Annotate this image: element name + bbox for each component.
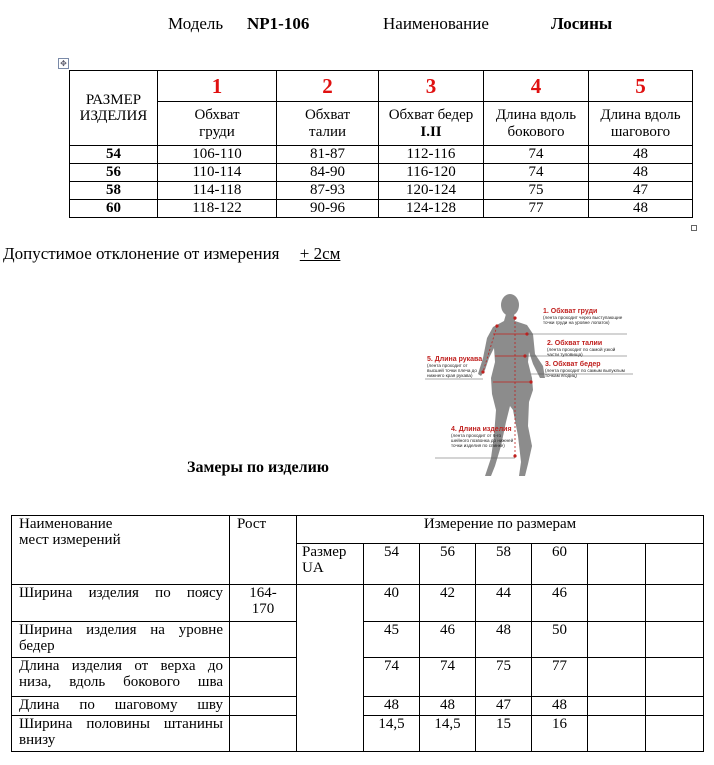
column-number-2: 2 <box>277 71 379 102</box>
value-cell: 14,5 <box>420 716 476 752</box>
column-label-line2: талии <box>308 123 347 140</box>
annotation-note: точкам ягодиц) <box>545 373 577 378</box>
size-row-header <box>70 71 158 146</box>
value-cell: 81-87 <box>277 146 379 164</box>
empty-cell <box>646 658 704 697</box>
column-label-line1: Длина вдоль <box>600 106 681 123</box>
value-cell: 110-114 <box>158 164 277 182</box>
tolerance-value: + 2см <box>299 244 341 263</box>
table-row <box>70 146 693 164</box>
value-cell: 74 <box>484 146 589 164</box>
size-header-cell: 58 <box>476 544 532 585</box>
value-cell: 112-116 <box>379 146 484 164</box>
empty-cell <box>588 697 646 716</box>
value-cell: 77 <box>484 200 589 218</box>
annotation-note: (лента проходит по самой узкой <box>547 347 616 352</box>
name-value: Лосины <box>551 14 613 33</box>
value-cell: 47 <box>589 182 693 200</box>
table-row <box>70 182 693 200</box>
column-label-side-length <box>484 102 589 146</box>
annotation-note: шейного позвонка до нижней <box>451 438 514 443</box>
place-line1: Ширина изделия на уровне <box>19 622 223 638</box>
table-row <box>70 164 693 182</box>
value-cell: 48 <box>589 146 693 164</box>
table-move-handle-icon[interactable]: ✥ <box>58 58 69 69</box>
column-header-sizes: Измерение по размерам <box>297 516 704 544</box>
value-cell: 120-124 <box>379 182 484 200</box>
annotation-title: 1. Обхват груди <box>543 308 598 315</box>
height-line2: 170 <box>251 601 275 617</box>
value-cell: 40 <box>364 585 420 622</box>
value-cell: 48 <box>476 622 532 658</box>
size-header-cell: 54 <box>364 544 420 585</box>
size-table <box>69 70 693 218</box>
size-cell: 54 <box>70 146 158 164</box>
column-label-line1: Обхват бедер <box>388 106 474 123</box>
table-row <box>70 200 693 218</box>
place-line1: Длина изделия от верха до <box>19 658 223 674</box>
value-cell: 77 <box>532 658 588 697</box>
place-line1: Ширина половины штанины <box>19 716 223 732</box>
column-header-line1: Наименование <box>19 516 113 532</box>
place-cell <box>12 697 230 716</box>
value-cell: 45 <box>364 622 420 658</box>
value-cell: 46 <box>420 622 476 658</box>
value-cell: 47 <box>476 697 532 716</box>
size-cell: 58 <box>70 182 158 200</box>
place-line2: внизу <box>19 732 56 748</box>
tolerance-text: Допустимое отклонение от измерения <box>3 244 280 263</box>
size-ua-line1: Размер <box>302 544 347 560</box>
annotation-sleeve-length <box>427 356 482 378</box>
value-cell: 74 <box>484 164 589 182</box>
column-label-chest <box>158 102 277 146</box>
column-label-line2: бокового <box>507 123 565 140</box>
size-header-cell: 60 <box>532 544 588 585</box>
column-label-line2: I.II <box>420 123 442 140</box>
column-header-height: Рост <box>230 516 297 585</box>
column-label-line1: Обхват <box>304 106 351 123</box>
place-cell <box>12 585 230 622</box>
column-label-line1: Обхват <box>194 106 240 123</box>
column-label-line1: Длина вдоль <box>495 106 577 123</box>
height-line1: 164- <box>249 585 277 601</box>
height-cell <box>230 585 297 622</box>
annotation-title: 2. Обхват талии <box>547 340 603 347</box>
empty-cell <box>646 622 704 658</box>
model-label: Модель <box>168 14 224 33</box>
annotation-waist <box>547 340 615 357</box>
value-cell: 74 <box>364 658 420 697</box>
value-cell: 14,5 <box>364 716 420 752</box>
column-header-place <box>12 516 230 585</box>
place-cell <box>12 716 230 752</box>
empty-cell <box>230 697 297 716</box>
empty-cell <box>588 585 646 622</box>
annotation-note: (лента проходит от 6-го <box>451 433 502 438</box>
annotation-hips <box>545 361 625 378</box>
annotation-garment-length <box>451 426 513 448</box>
annotation-title: 4. Длина изделия <box>451 426 512 433</box>
value-cell: 84-90 <box>277 164 379 182</box>
annotation-note: точки груди на уровне лопаток) <box>543 320 610 325</box>
column-label-line2: шагового <box>610 123 671 140</box>
size-cell: 60 <box>70 200 158 218</box>
value-cell: 87-93 <box>277 182 379 200</box>
size-ua-line2: UA <box>302 560 324 576</box>
place-line2: низа, вдоль бокового шва <box>19 674 223 690</box>
column-label-waist <box>277 102 379 146</box>
value-cell: 90-96 <box>277 200 379 218</box>
column-header-line2: мест измерений <box>19 532 121 548</box>
column-number-4: 4 <box>484 71 589 102</box>
annotation-title: 3. Обхват бедер <box>545 361 601 368</box>
measurement-figure <box>415 286 637 481</box>
value-cell: 42 <box>420 585 476 622</box>
value-cell: 48 <box>589 164 693 182</box>
value-cell: 124-128 <box>379 200 484 218</box>
value-cell: 44 <box>476 585 532 622</box>
column-number-3: 3 <box>379 71 484 102</box>
value-cell: 15 <box>476 716 532 752</box>
place-cell <box>12 658 230 697</box>
size-row-header-line1: РАЗМЕР <box>85 92 142 108</box>
value-cell: 75 <box>484 182 589 200</box>
value-cell: 48 <box>364 697 420 716</box>
value-cell: 50 <box>532 622 588 658</box>
annotation-note: (лента проходит через выступающие <box>543 315 623 320</box>
value-cell: 48 <box>420 697 476 716</box>
place-line1: Длина по шаговому шву <box>19 697 223 713</box>
name-label: Наименование <box>383 14 489 33</box>
empty-cell <box>230 658 297 697</box>
size-row-header-line2: ИЗДЕЛИЯ <box>79 108 148 124</box>
annotation-note: части туловища) <box>547 352 583 357</box>
column-label-inseam-length <box>589 102 693 146</box>
size-header-cell: 56 <box>420 544 476 585</box>
empty-cell <box>297 585 364 752</box>
annotation-note: точки изделия по спинке) <box>451 443 505 448</box>
empty-cell <box>230 716 297 752</box>
empty-cell <box>646 697 704 716</box>
annotation-note: нижнего края рукава) <box>427 373 473 378</box>
place-line2: бедер <box>19 638 55 654</box>
measurements-title: Замеры по изделию <box>187 459 330 476</box>
place-line1: Ширина изделия по поясу <box>19 585 223 601</box>
tolerance-note <box>3 244 340 264</box>
empty-cell <box>646 544 704 585</box>
value-cell: 114-118 <box>158 182 277 200</box>
empty-cell <box>588 658 646 697</box>
place-cell <box>12 622 230 658</box>
value-cell: 118-122 <box>158 200 277 218</box>
empty-cell <box>230 622 297 658</box>
size-cell: 56 <box>70 164 158 182</box>
annotation-note: высшей точки плеча до <box>427 368 477 373</box>
column-label-line2: груди <box>199 123 235 140</box>
empty-cell <box>646 716 704 752</box>
annotation-chest <box>543 308 622 325</box>
column-label-hips <box>379 102 484 146</box>
annotation-note: (лента проходит по самым выпуклым <box>545 368 625 373</box>
value-cell: 75 <box>476 658 532 697</box>
value-cell: 48 <box>532 697 588 716</box>
annotation-title: 5. Длина рукава <box>427 356 483 363</box>
column-number-5: 5 <box>589 71 693 102</box>
model-value: NP1-106 <box>247 14 310 33</box>
table-row <box>12 585 704 622</box>
empty-cell <box>588 544 646 585</box>
value-cell: 74 <box>420 658 476 697</box>
empty-cell <box>646 585 704 622</box>
measurements-table <box>11 515 704 752</box>
value-cell: 48 <box>589 200 693 218</box>
empty-cell <box>588 622 646 658</box>
value-cell: 116-120 <box>379 164 484 182</box>
table-resize-handle[interactable] <box>691 225 697 231</box>
value-cell: 16 <box>532 716 588 752</box>
value-cell: 106-110 <box>158 146 277 164</box>
column-number-1: 1 <box>158 71 277 102</box>
annotation-note: (лента проходит от <box>427 363 468 368</box>
empty-cell <box>588 716 646 752</box>
size-ua-label <box>297 544 364 585</box>
value-cell: 46 <box>532 585 588 622</box>
